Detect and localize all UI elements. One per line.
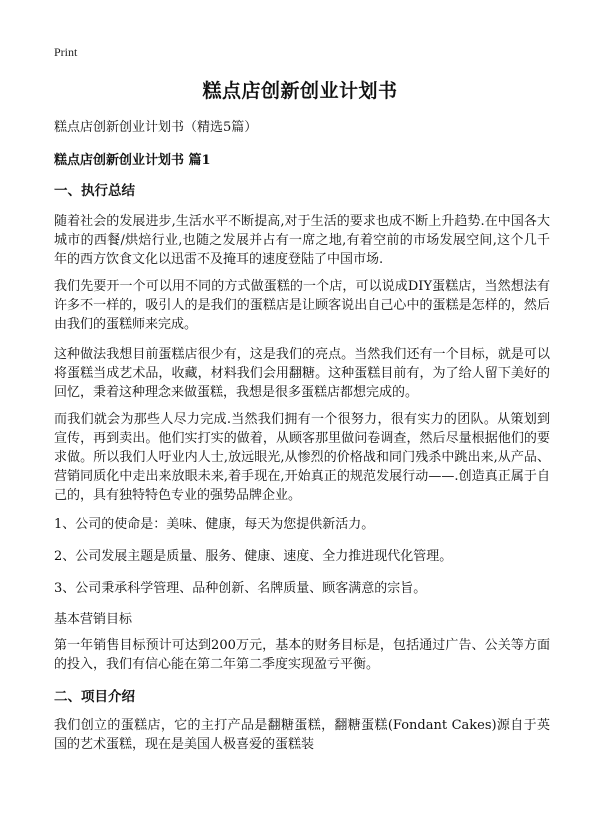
print-link[interactable]: Print	[54, 45, 78, 59]
document-title: 糕点店创新创业计划书	[202, 80, 398, 102]
article-heading: 糕点店创新创业计划书 篇1	[54, 153, 211, 168]
document-subtitle: 糕点店创新创业计划书（精选5篇）	[54, 120, 258, 135]
section-heading-summary: 一、执行总结	[54, 183, 135, 199]
list-item: 1、公司的使命是：美味、健康，每天为您提供新活力。	[54, 517, 375, 532]
list-item: 3、公司秉承科学管理、品种创新、名牌质量、顾客满意的宗旨。	[54, 581, 427, 596]
paragraph: 而我们就会为那些人尽力完成.当然我们拥有一个很努力，很有实力的团队。从策划到宣传，再到卖出。他们实打实的做着，从顾客那里做问卷调查，然后尽量根据他们的要求做。所以我们人吁业内人士,放远眼光,从惨烈的价格战和同门残杀中跳出来,从产品、营销同质化中走出来放眼未来,着手现在,开始真正的规范发展行动——.创造真正属于自己的，具有独特特色专业的强势品牌企业。	[54, 412, 550, 503]
section-heading-project: 二、项目介绍	[54, 689, 135, 705]
goal-heading: 基本营销目标	[54, 612, 133, 627]
paragraph: 我们先要开一个可以用不同的方式做蛋糕的一个店，可以说成DIY蛋糕店，当然想法有许多不一样的，吸引人的是我们的蛋糕店是让顾客说出自己心中的蛋糕是怎样的，然后由我们的蛋糕师来完成。	[54, 279, 550, 332]
paragraph: 这种做法我想目前蛋糕店很少有，这是我们的亮点。当然我们还有一个目标，就是可以将蛋糕当成艺术品，收藏，材料我们会用翻糖。这种蛋糕目前有，为了给人留下美好的回忆，秉着这种理念来做蛋糕，我想是很多蛋糕店都想完成的。	[54, 347, 550, 400]
paragraph: 第一年销售目标预计可达到200万元，基本的财务目标是，包括通过广告、公关等方面的投入，我们有信心能在第二年第二季度实现盈亏平衡。	[54, 638, 550, 672]
paragraph: 随着社会的发展进步,生活水平不断提高,对于生活的要求也成不断上升趋势.在中国各大城市的西餐/烘焙行业,也随之发展并占有一席之地,有着空前的市场发展空间,这个几千年的西方饮食文化以迅雷不及掩耳的速度登陆了中国市场.	[54, 214, 550, 267]
list-item: 2、公司发展主题是质量、服务、健康、速度、全力推进现代化管理。	[54, 549, 453, 564]
paragraph: 我们创立的蛋糕店，它的主打产品是翻糖蛋糕，翻糖蛋糕(Fondant Cakes)源自于英国的艺术蛋糕，现在是美国人极喜爱的蛋糕装	[54, 718, 550, 752]
